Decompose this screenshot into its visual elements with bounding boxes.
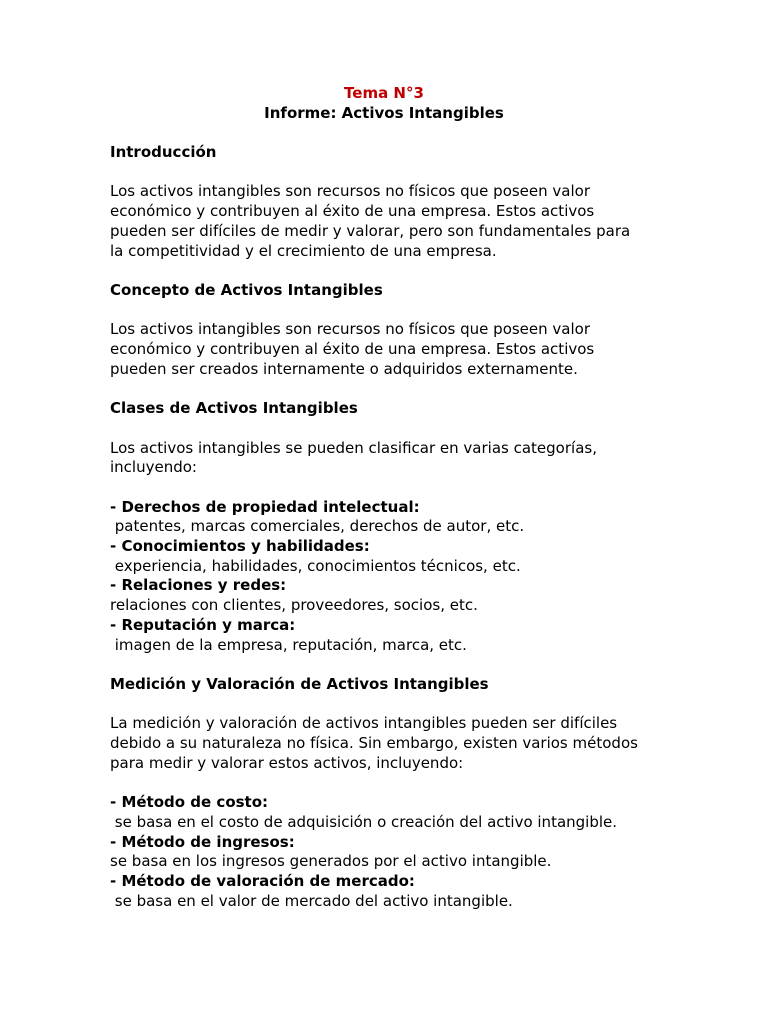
document-body xyxy=(110,84,660,911)
list-item-label: - Relaciones y redes: xyxy=(110,576,287,595)
classes-list xyxy=(110,498,660,656)
list-item-label: - Método de valoración de mercado: xyxy=(110,871,415,890)
section-heading-concept: Concepto de Activos Intangibles xyxy=(110,280,383,299)
list-item-label: - Conocimientos y habilidades: xyxy=(110,537,370,556)
section-heading-classes: Clases de Activos Intangibles xyxy=(110,399,358,418)
list-item-description: patentes, marcas comerciales, derechos de autor, etc. xyxy=(110,517,525,536)
list-item-label: - Método de ingresos: xyxy=(110,832,295,851)
text-line: Los activos intangibles se pueden clasificar en varias categorías, xyxy=(110,438,597,457)
section-heading-intro: Introducción xyxy=(110,143,217,162)
text-line: la competitividad y el crecimiento de una empresa. xyxy=(110,241,497,260)
text-line: Los activos intangibles son recursos no físicos que poseen valor xyxy=(110,182,590,201)
text-line: pueden ser creados internamente o adquiridos externamente. xyxy=(110,359,578,378)
text-line: incluyendo: xyxy=(110,458,197,477)
list-item-label: - Método de costo: xyxy=(110,793,269,812)
paragraph-concept xyxy=(110,320,660,379)
topic-number: Tema N°3 xyxy=(344,84,424,102)
list-item-description: se basa en el costo de adquisición o creación del activo intangible. xyxy=(110,812,618,831)
text-line: económico y contribuyen al éxito de una empresa. Estos activos xyxy=(110,340,595,359)
list-item-label: - Reputación y marca: xyxy=(110,615,296,634)
paragraph-classes xyxy=(110,439,660,478)
text-line: La medición y valoración de activos intangibles pueden ser difíciles xyxy=(110,714,618,733)
paragraph-measurement xyxy=(110,714,660,773)
list-item-description: experiencia, habilidades, conocimientos técnicos, etc. xyxy=(110,556,521,575)
list-item-description: relaciones con clientes, proveedores, socios, etc. xyxy=(110,596,478,615)
list-item-label: - Derechos de propiedad intelectual: xyxy=(110,497,420,516)
text-line: para medir y valorar estos activos, incluyendo: xyxy=(110,753,464,772)
list-item-description: se basa en los ingresos generados por el activo intangible. xyxy=(110,852,552,871)
paragraph-intro xyxy=(110,182,660,261)
list-item-description: imagen de la empresa, reputación, marca, etc. xyxy=(110,635,467,654)
text-line: económico y contribuyen al éxito de una empresa. Estos activos xyxy=(110,202,595,221)
methods-list xyxy=(110,793,660,911)
text-line: debido a su naturaleza no física. Sin embargo, existen varios métodos xyxy=(110,734,638,753)
text-line: pueden ser difíciles de medir y valorar, pero son fundamentales para xyxy=(110,221,631,240)
text-line: Los activos intangibles son recursos no físicos que poseen valor xyxy=(110,320,590,339)
document-title: Informe: Activos Intangibles xyxy=(264,103,504,122)
list-item-description: se basa en el valor de mercado del activo intangible. xyxy=(110,891,513,910)
section-heading-measurement: Medición y Valoración de Activos Intangibles xyxy=(110,674,489,693)
